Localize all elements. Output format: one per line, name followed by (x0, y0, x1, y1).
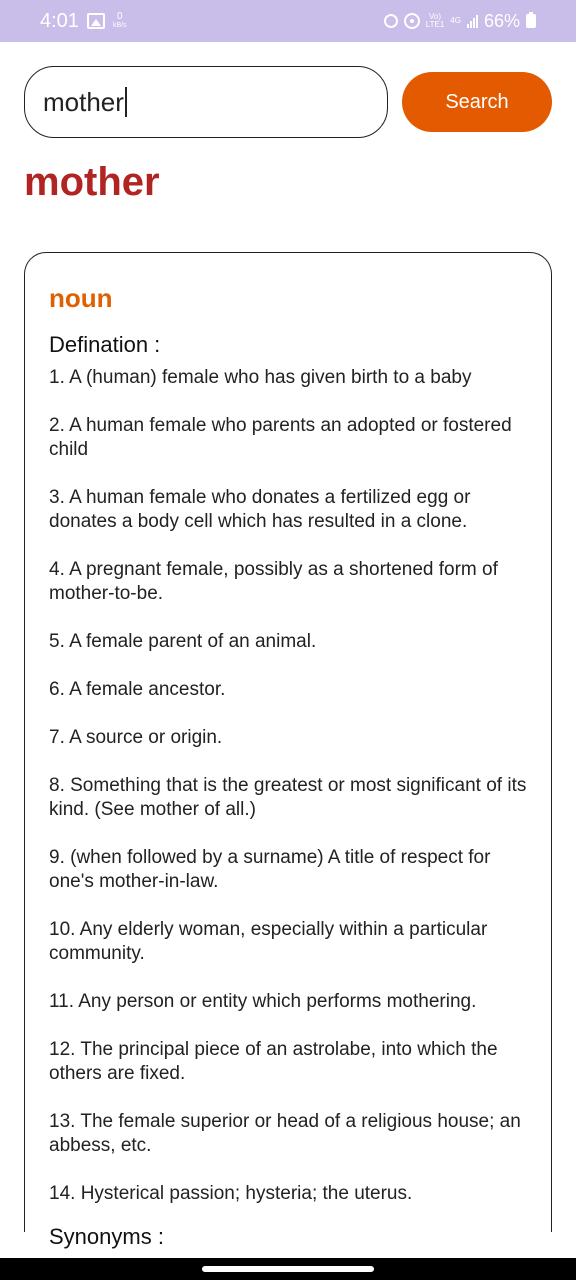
network-type: 4G (450, 16, 461, 25)
search-row (24, 66, 552, 138)
signal-icon (467, 14, 478, 28)
hotspot-icon (404, 13, 420, 29)
definition-item: 6. A female ancestor. (49, 679, 226, 700)
definition-item: 13. The female superior or head of a religious house; an abbess, etc. (49, 1111, 521, 1156)
definition-label: Defination : (49, 332, 161, 357)
status-right (384, 11, 536, 32)
definition-item: 8. Something that is the greatest or most significant of its kind. (See mother of all.) (49, 775, 527, 820)
definition-item: 1. A (human) female who has given birth to a baby (49, 367, 472, 388)
battery-icon (526, 14, 536, 28)
definition-item: 5. A female parent of an animal. (49, 631, 317, 652)
definition-list (49, 366, 527, 1206)
image-notification-icon (87, 13, 105, 29)
volte-bottom: LTE1 (425, 20, 445, 29)
status-time: 4:01 (40, 9, 79, 32)
volte-indicator (426, 13, 445, 29)
definition-card[interactable] (24, 252, 552, 1249)
net-speed-value: 0 (116, 11, 123, 22)
part-of-speech: noun (49, 283, 113, 313)
text-caret (125, 87, 127, 117)
definition-item: 3. A human female who donates a fertilized egg or donates a body cell which has resulted in a clone. (49, 487, 471, 532)
definition-item: 11. Any person or entity which performs mothering. (49, 991, 477, 1012)
home-gesture-handle[interactable] (202, 1266, 374, 1272)
synonyms-label: Synonyms : (49, 1224, 164, 1249)
search-input-value: mother (43, 86, 124, 117)
navigation-bar (0, 1258, 576, 1280)
definition-item: 14. Hysterical passion; hysteria; the uterus. (49, 1183, 413, 1204)
battery-percent: 66% (483, 10, 520, 31)
definition-item: 9. (when followed by a surname) A title of respect for one's mother-in-law. (49, 847, 491, 892)
net-speed-unit: kB/s (112, 22, 127, 29)
status-left (40, 10, 127, 33)
definition-item: 7. A source or origin. (49, 727, 223, 748)
definition-item: 2. A human female who parents an adopted or fostered child (49, 415, 512, 460)
status-bar (0, 0, 576, 42)
search-input[interactable] (24, 66, 388, 138)
net-speed (113, 12, 127, 30)
definition-item: 10. Any elderly woman, especially within a particular community. (49, 919, 488, 964)
definition-item: 4. A pregnant female, possibly as a shortened form of mother-to-be. (49, 559, 498, 604)
search-button[interactable]: Search (402, 72, 552, 132)
volte-top: Vo) (429, 12, 442, 21)
alarm-icon (384, 14, 398, 28)
word-title: mother (24, 160, 160, 204)
definition-item: 12. The principal piece of an astrolabe, into which the others are fixed. (49, 1039, 498, 1084)
